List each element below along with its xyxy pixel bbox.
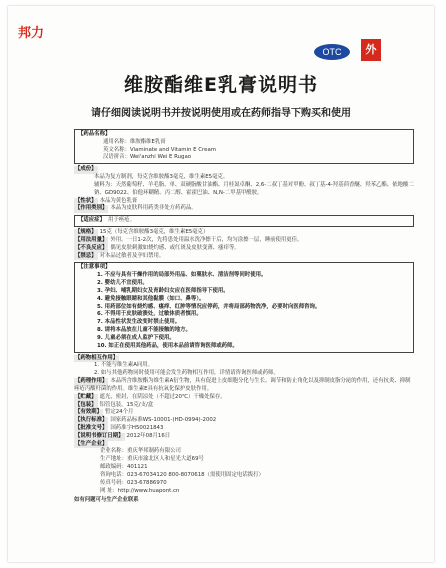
spec-text: 15克（每克含维胺酯3毫克，维生素E5毫克） <box>99 229 209 236</box>
storage-text: 遮光，密封，在阴凉处（不超过20℃）干燥处保存。 <box>99 393 226 400</box>
category-heading: 【作用类别】 <box>75 205 108 212</box>
appearance-text: 本品为黄色乳膏 <box>99 197 138 204</box>
manufacturer-postcode: 邮政编码：401121 <box>100 464 148 471</box>
category-text: 本品为皮肤科用药类非处方药药品。 <box>110 205 197 212</box>
generic-name: 通用名称：维胺酯维E乳膏 <box>103 138 166 145</box>
usage-heading: 【用法用量】 <box>75 236 108 243</box>
precautions-heading: 【注意事项】 <box>78 264 111 271</box>
document-sheet <box>8 6 434 562</box>
storage-heading: 【贮藏】 <box>75 393 97 400</box>
indication-box <box>74 215 414 227</box>
precaution-item: 3. 孕妇、哺乳期妇女及育龄妇女应在医师指导下使用。 <box>97 287 229 294</box>
validity-text: 暂定24个月 <box>104 409 134 416</box>
external-use-badge: 外 <box>361 39 381 61</box>
spec-heading: 【规格】 <box>75 229 97 236</box>
validity-heading: 【有效期】 <box>75 409 102 416</box>
indication-text: 用于痤疮。 <box>107 217 135 224</box>
interaction-item: 1. 不能与维生素A同用。 <box>94 362 154 369</box>
approval-heading: 【批准文号】 <box>75 424 108 431</box>
precaution-item: 8. 请将本品放在儿童不能接触的地方。 <box>97 327 191 334</box>
pharmacology-heading: 【药理作用】 <box>75 378 108 385</box>
indication-heading: 【适应症】 <box>78 217 105 224</box>
precaution-item: 10. 如正在使用其他药品，使用本品前请咨询医师或药师。 <box>97 342 238 349</box>
composition-heading: 【成份】 <box>75 166 97 173</box>
precaution-item: 6. 不得用于皮肤破溃处，过敏体质者慎用。 <box>97 311 202 318</box>
drug-name-box <box>74 129 414 164</box>
precaution-item: 5. 用药部位如有烧灼感、瘙痒、红肿等情况应停药，并将局部药物洗净，必要时向医师咨询。 <box>97 303 321 310</box>
manufacturer-fax: 传真号码：023-67886970 <box>100 479 167 486</box>
document-body <box>74 127 414 505</box>
adverse-heading: 【不良反应】 <box>75 244 108 251</box>
manufacturer-heading: 【生产企业】 <box>75 440 108 447</box>
package-heading: 【包装】 <box>75 401 97 408</box>
revision-heading: 【说明书修订日期】 <box>75 432 124 439</box>
appearance-heading: 【性状】 <box>75 197 97 204</box>
adverse-text: 偶见皮肤刺激如烧灼感、或红斑及皮肤变薄、瘙痒等。 <box>110 244 240 251</box>
contra-text: 对本品过敏者及孕妇禁用。 <box>99 252 165 259</box>
revision-text: 2012年08月16日 <box>126 432 171 439</box>
usage-text: 外用。一日1-2次，先将患处用温水洗净擦干后，均匀涂擦一层，睡前使用更佳。 <box>110 236 303 243</box>
manufacturer-address: 生产地址：重庆市渝北区人和星光大道69号 <box>100 456 204 463</box>
composition-line2: 辅料为：天然葡萄籽、羊毛脂、单、双硬脂酸甘油酯、月桂氮卓酮、2,6-二叔丁基对甲酚、叔丁基-4-羟基茴香醚、羟苯乙酯、依地酸二钠、GD9022、伯他环糊精、丙二醇、霍霍巴油、N,N-二甲基甲酰胺。 <box>94 181 414 196</box>
standard-text: 国家药品标准WS-10001-(HD-0994)-2002 <box>110 417 217 424</box>
document-title: 维胺酯维E乳膏说明书 <box>124 74 318 96</box>
interaction-heading: 【药物相互作用】 <box>75 354 119 361</box>
precaution-item: 7. 本品性状发生改变时禁止使用。 <box>97 319 181 326</box>
otc-badge: OTC <box>314 44 350 60</box>
approval-text: 国药准字H50021843 <box>110 424 164 431</box>
pharmacology-text: 本品所含维胺酯为维生素A衍生物，具有促进上皮细胞分化与生长、调节和防止角化以及抑制皮脂分泌的作用，还有抗炎、抑制痤疮丙酸杆菌的作用。维生素E具有抗氧化保护皮肤作用。 <box>74 378 411 392</box>
composition-line1: 本品为复方制剂，每克含维胺酯3毫克，维生素E5毫克。 <box>94 174 229 181</box>
contra-heading: 【禁忌】 <box>75 252 97 259</box>
precaution-item: 4. 避免接触眼睛和其他黏膜（如口、鼻等）。 <box>97 295 205 302</box>
footer-note: 如有问题可与生产企业联系 <box>74 497 139 504</box>
manufacturer-phone: 咨询电话：023-67034120 800-8070618（需使用固定电话拨打） <box>100 471 264 478</box>
english-name: 英文名称：Viaminate and Vitamin E Cream <box>103 146 217 153</box>
drug-name-heading: 【药品名称】 <box>78 131 111 137</box>
standard-heading: 【执行标准】 <box>75 417 108 424</box>
precautions-box <box>74 262 414 352</box>
pinyin-name: 汉语拼音：Wei'anzhi Wei E Rugao <box>103 154 192 161</box>
precaution-item: 1. 不应与具有干燥作用的局部外用品、如粟肤水、清洁剂等同时使用。 <box>97 272 267 279</box>
document-subtitle: 请仔细阅读说明书并按说明使用或在药师指导下购买和使用 <box>91 108 351 119</box>
interaction-item: 2. 如与其他药物同时使用可能会发生药物相互作用，详情请咨询医师或药师。 <box>94 370 279 377</box>
precaution-item: 9. 儿童必须在成人监护下使用。 <box>97 334 175 341</box>
package-text: 铝管包装，15克/支/盒 <box>99 401 154 408</box>
manufacturer-name: 企业名称：重庆华邦制药有限公司 <box>100 448 181 455</box>
precaution-item: 2. 婴幼儿不宜使用。 <box>97 280 148 287</box>
manufacturer-website: 网 址：http://www.huapont.cn <box>100 487 180 494</box>
brand-logo: 邦力 <box>18 26 45 41</box>
